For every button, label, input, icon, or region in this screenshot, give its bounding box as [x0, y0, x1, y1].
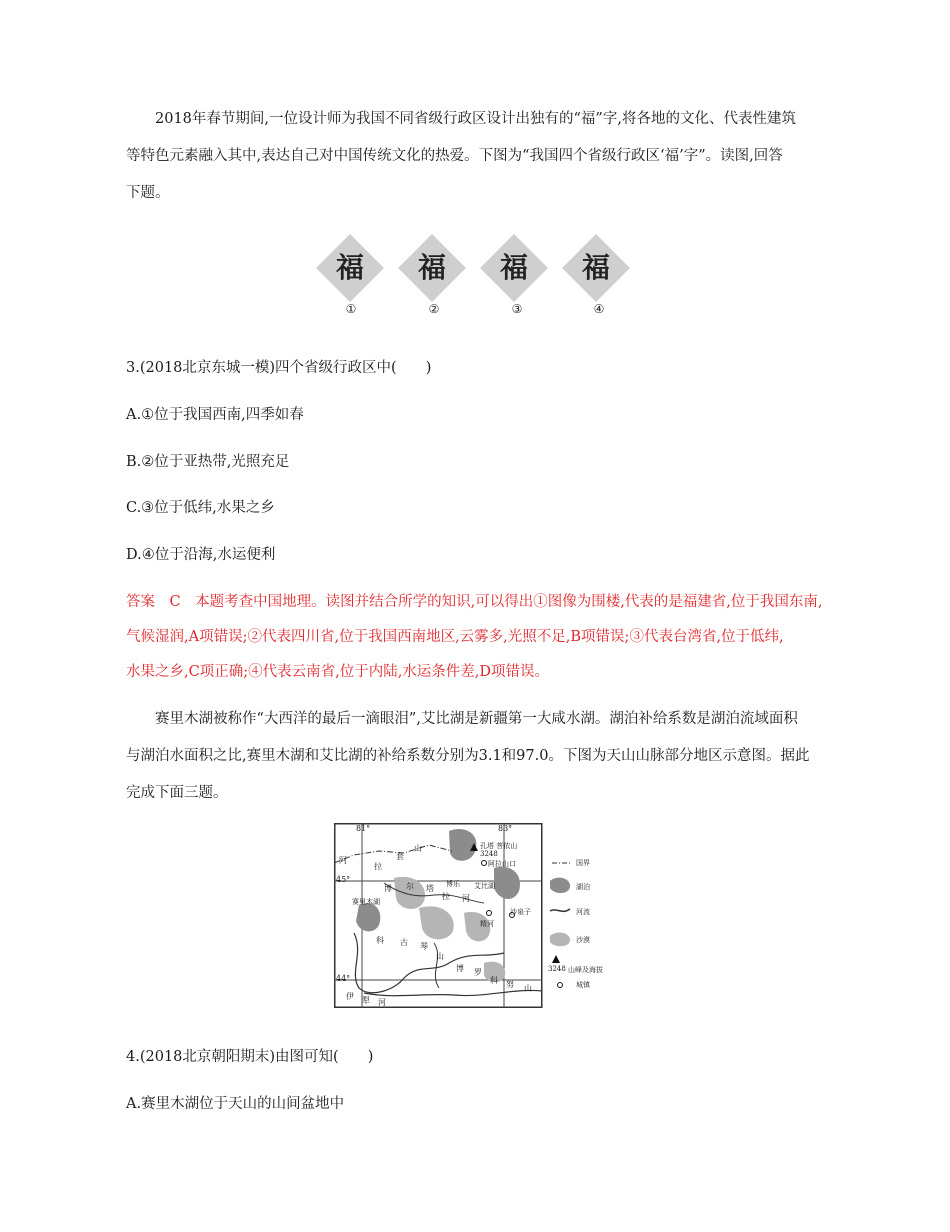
- fu-glyph-3: 福: [499, 251, 528, 284]
- q3-answer-line-3: 水果之乡,C项正确;④代表云南省,位于内陆,水运条件差,D项错误。: [126, 664, 550, 680]
- passage2-line-1: 赛里木湖被称作“大西洋的最后一滴眼泪”,艾比湖是新疆第一大咸水湖。湖泊补给系数是湖泊流域面积: [155, 711, 798, 727]
- map-graphic: [334, 823, 616, 1008]
- label-bo2: 博: [456, 964, 464, 973]
- lat-label-45: 45°: [336, 875, 351, 884]
- fu-tile-4: [561, 233, 631, 303]
- fu-label-3: ③: [511, 302, 523, 316]
- legend-peak-symbol: [552, 955, 560, 963]
- passage2-line-2: 与湖泊水面积之比,赛里木湖和艾比湖的补给系数分别为3.1和97.0。下图为天山山脉部分地区示意图。据此: [126, 748, 810, 764]
- fu-glyph-1: 福: [335, 251, 364, 284]
- label-yi: 伊: [346, 992, 354, 1001]
- q3-option-a: A.①位于我国西南,四季如春: [126, 407, 304, 423]
- intro-line-3: 下题。: [126, 185, 170, 201]
- label-qin: 琴: [420, 942, 428, 951]
- pass-name: 阿拉山口: [488, 860, 516, 868]
- legend-river-symbol: [550, 909, 570, 911]
- label-a: 阿: [339, 856, 347, 865]
- lon-label-81: 81°: [356, 824, 371, 833]
- label-shan3: 山: [524, 984, 532, 993]
- label-luo: 罗: [474, 968, 482, 977]
- q3-option-d: D.④位于沿海,水运便利: [126, 547, 276, 563]
- fu-tile-1: [315, 233, 385, 303]
- label-ke2: 科: [490, 976, 498, 985]
- label-shaquanzi: 沙泉子: [510, 908, 531, 916]
- q3-stem: 3.(2018北京东城一模)四个省级行政区中( ): [126, 360, 432, 376]
- legend-peak-label: 山峰及海拔: [568, 966, 603, 974]
- label-la2: 拉: [442, 892, 450, 901]
- fu-figure: [315, 233, 635, 323]
- lat-label-44: 44°: [336, 974, 351, 983]
- legend-border-label: 国界: [576, 859, 590, 867]
- town-jinghe: [487, 911, 492, 916]
- fu-label-4: ④: [593, 302, 605, 316]
- fu-tile-2: [397, 233, 467, 303]
- label-he2: 河: [378, 998, 386, 1007]
- label-nu: 努: [506, 980, 514, 989]
- label-ke: 科: [376, 936, 384, 945]
- intro-line-2: 等特色元素融入其中,表达自己对中国传统文化的热爱。下图为“我国四个省级行政区‘福’字”。读图,回答: [126, 148, 783, 164]
- label-tao: 套: [396, 852, 404, 861]
- tianshan-map: [334, 823, 616, 1008]
- legend-town-label: 城镇: [576, 981, 590, 989]
- label-gu: 古: [400, 938, 408, 947]
- q4-option-a: A.赛里木湖位于天山的山间盆地中: [126, 1096, 345, 1112]
- q3-option-c: C.③位于低纬,水果之乡: [126, 500, 275, 516]
- legend-desert-label: 沙漠: [576, 936, 590, 944]
- label-er: 尔: [406, 882, 414, 891]
- fu-tile-3: [479, 233, 549, 303]
- fu-label-1: ①: [345, 302, 357, 316]
- legend-town-symbol: [558, 983, 563, 988]
- q3-answer-line-1: 答案 C 本题考查中国地理。读图并结合所学的知识,可以得出①图像为围楼,代表的是福建省,位于我国东南,: [126, 594, 823, 610]
- intro-line-1: 2018年春节期间,一位设计师为我国不同省级行政区设计出独有的“福”字,将各地的文化、代表性建筑: [155, 111, 796, 127]
- label-jinghe: 精河: [480, 920, 494, 928]
- label-la: 拉: [374, 862, 382, 871]
- legend-peak-value: 3248: [548, 965, 566, 973]
- legend-lake-label: 湖泊: [576, 883, 590, 891]
- label-ebi: 艾比湖: [474, 882, 495, 890]
- label-bole: 博乐: [446, 880, 460, 888]
- label-shan1: 山: [414, 844, 422, 853]
- q3-option-b: B.②位于亚热带,光照充足: [126, 454, 290, 470]
- fu-label-2: ②: [428, 302, 440, 316]
- label-shan2: 山: [436, 952, 444, 961]
- fu-glyph-2: 福: [417, 251, 446, 284]
- peak-elevation: 3248: [480, 850, 498, 858]
- peak-name: 孔塔 菩依山: [480, 842, 518, 850]
- label-li: 犁: [362, 996, 370, 1005]
- town-alashankou: [482, 861, 487, 866]
- label-bo: 博: [384, 884, 392, 893]
- passage2-line-3: 完成下面三题。: [126, 785, 228, 801]
- label-he: 河: [462, 894, 470, 903]
- legend-river-label: 河流: [576, 908, 590, 916]
- fu-glyph-4: 福: [581, 251, 610, 284]
- legend-desert-symbol: [550, 933, 570, 947]
- label-ta: 塔: [426, 884, 434, 893]
- lon-label-83: 83°: [498, 824, 513, 833]
- q4-stem: 4.(2018北京朝阳期末)由图可知( ): [126, 1049, 374, 1065]
- q3-answer-line-2: 气候湿润,A项错误;②代表四川省,位于我国西南地区,云雾多,光照不足,B项错误;③代表台湾省,位于低纬,: [126, 629, 784, 645]
- legend-lake-symbol: [550, 878, 570, 893]
- label-sailimu: 赛里木湖: [352, 898, 380, 906]
